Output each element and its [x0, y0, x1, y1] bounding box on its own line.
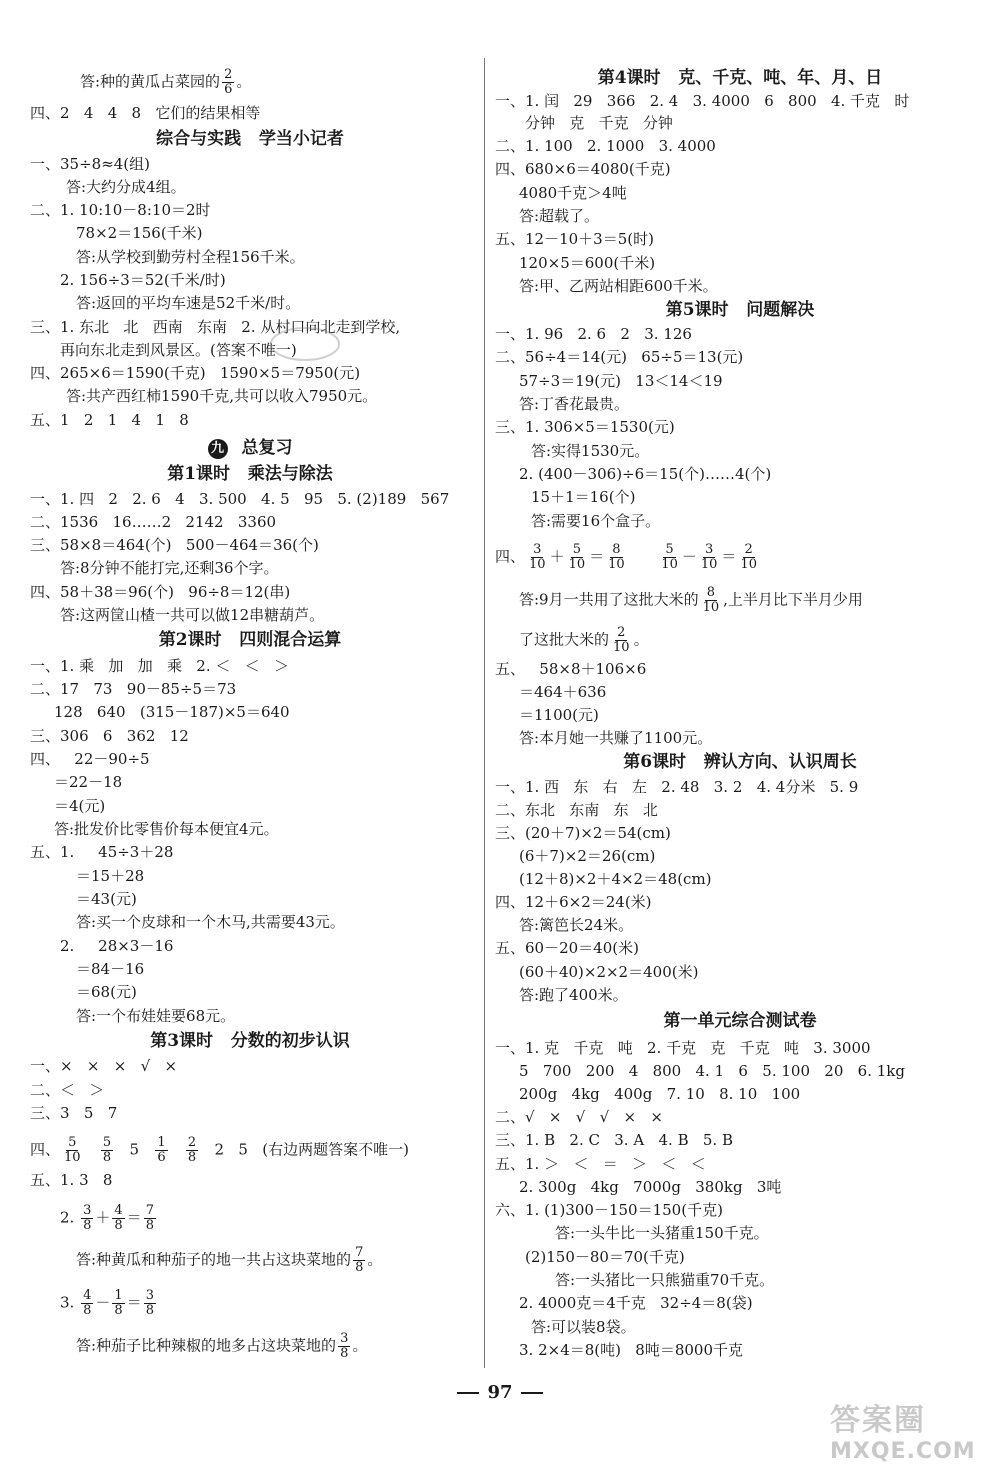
answer-line: 200g 4kg 400g 7. 10 8. 10 100 — [519, 1085, 801, 1103]
answer-line: 答:大约分成4组。 — [66, 178, 186, 196]
answer-line: 五、60－20＝40(米) — [495, 939, 639, 957]
answer-line: 答:种茄子比种辣椒的地多占这块菜地的 $\frac{3}{8}$ 。 — [76, 1331, 368, 1361]
answer-line: 五、1. 3 8 — [30, 1171, 113, 1189]
answer-line: ＝84－16 — [76, 960, 145, 978]
answer-line: 一、1. 96 2. 6 2 3. 126 — [495, 325, 692, 343]
answer-line: 3. 2×4＝8(吨) 8吨＝8000千克 — [519, 1341, 744, 1359]
answer-line: 四、2 4 4 8 它们的结果相等 — [30, 104, 261, 122]
answer-line: 答:种的黄瓜占菜园的 $\frac{2}{6}$ 。 — [80, 67, 252, 97]
answer-line: 答:这两筐山楂一共可以做12串糖葫芦。 — [60, 606, 325, 624]
lesson-heading: 第4课时 克、千克、吨、年、月、日 — [597, 68, 883, 88]
fraction: $\frac{5}{10}$ — [568, 542, 586, 572]
answer-line: 一、1. 克 千克 吨 2. 千克 克 千克 吨 3. 3000 — [495, 1039, 871, 1057]
fraction: $\frac{4}{8}$ — [83, 1288, 92, 1318]
answer-line: (6＋7)×2＝26(cm) — [519, 847, 656, 865]
answer-line: 128 640 (315－187)×5＝640 — [54, 703, 290, 721]
answer-line: (2)150－80＝70(千克) — [525, 1248, 685, 1266]
answer-line: 答:一个布娃娃要68元。 — [76, 1007, 236, 1025]
answer-line: 二、17 73 90－85÷5＝73 — [30, 680, 237, 698]
answer-line: 三、306 6 362 12 — [30, 727, 189, 745]
answer-line: ＝15＋28 — [76, 867, 145, 885]
fraction: $\frac{4}{8}$ — [114, 1203, 123, 1233]
answer-line: 二、1. 10:10－8:10＝2时 — [30, 201, 211, 219]
answer-line: 2. 4000克＝4千克 32÷4＝8(袋) — [519, 1294, 753, 1312]
answer-line: 分钟 克 千克 分钟 — [525, 114, 673, 132]
answer-line: 二、1. 100 2. 1000 3. 4000 — [495, 137, 716, 155]
answer-line: 答:从学校到勤劳村全程156千米。 — [76, 248, 305, 266]
answer-line: 答:共产西红柿1590千克,共可以收入7950元。 — [66, 387, 378, 405]
fraction: $\frac{5}{8}$ — [102, 1135, 112, 1165]
answer-line: 二、56÷4＝14(元) 65÷5＝13(元) — [495, 348, 744, 366]
fraction: $\frac{2}{6}$ — [224, 67, 233, 97]
answer-line: 答:实得1530元。 — [531, 442, 650, 460]
answer-line: 五、 58×8＋106×6 — [495, 660, 647, 678]
lesson-heading: 第2课时 四则混合运算 — [158, 630, 342, 650]
answer-line: 答:甲、乙两站相距600千米。 — [519, 277, 718, 295]
answer-line: 答:批发价比零售价每本便宜4元。 — [54, 820, 279, 838]
answer-line: 答:超载了。 — [519, 207, 600, 225]
answer-line: 三、1. 306×5＝1530(元) — [495, 418, 675, 436]
lesson-heading: 第5课时 问题解决 — [665, 300, 815, 320]
answer-line: 2. 28×3－16 — [60, 937, 174, 955]
answer-line: 三、58×8＝464(个) 500－464＝36(个) — [30, 536, 319, 554]
answer-line: 答:本月她一共赚了1100元。 — [519, 729, 713, 747]
answer-line: 三、1. 东北 北 西南 东南 2. 从村口向北走到学校, — [30, 318, 401, 336]
answer-line: (60＋40)×2×2＝400(米) — [519, 963, 699, 981]
answer-line: 答:篱笆长24米。 — [519, 916, 634, 934]
answer-line: 四、 22－90÷5 — [30, 750, 150, 768]
page-number: 97 — [0, 1382, 1000, 1403]
answer-line: 2. 300g 4kg 7000g 380kg 3吨 — [519, 1178, 782, 1196]
answer-line: 二、＜ ＞ — [30, 1081, 105, 1099]
answer-line: 78×2＝156(千米) — [76, 224, 203, 242]
answer-line: 四、680×6＝4080(千克) — [495, 160, 671, 178]
answer-line: 答:需要16个盒子。 — [531, 512, 661, 530]
fraction: $\frac{2}{10}$ — [740, 542, 757, 572]
fraction: $\frac{2}{8}$ — [187, 1135, 197, 1165]
answer-line: 2. 156÷3＝52(千米/时) — [60, 271, 226, 289]
answer-line: 二、东北 东南 东 北 — [495, 801, 658, 819]
answer-line: 5 700 200 4 800 4. 1 6 5. 100 20 6. 1kg — [519, 1062, 905, 1080]
answer-line: 2. (400－306)÷6＝15(个)……4(个) — [519, 465, 772, 483]
answer-line: 答:丁香花最贵。 — [519, 395, 630, 413]
answer-line: 五、1 2 1 4 1 8 — [30, 411, 189, 429]
answer-line: 答:跑了400米。 — [519, 986, 628, 1004]
lesson-heading: 第6课时 辨认方向、认识周长 — [623, 752, 857, 772]
answer-line: 三、3 5 7 — [30, 1104, 118, 1122]
answer-line: ＝22－18 — [54, 773, 123, 791]
watermark-logo: 答案圈 MXQE.COM — [830, 1403, 976, 1464]
answer-line: 五、1. ＞ ＜ ＝ ＞ ＜ ＜ — [495, 1155, 706, 1173]
unit-heading: 九 总复习 — [30, 437, 470, 459]
section-heading: 综合与实践 学当小记者 — [156, 129, 344, 149]
answer-line: 二、1536 16……2 2142 3360 — [30, 513, 277, 531]
answer-line: 三、(20＋7)×2＝54(cm) — [495, 824, 671, 842]
fraction: $\frac{3}{8}$ — [340, 1331, 349, 1361]
fraction: $\frac{1}{8}$ — [114, 1288, 123, 1318]
test-heading: 第一单元综合测试卷 — [663, 1011, 817, 1031]
lesson-heading: 第1课时 乘法与除法 — [167, 464, 333, 484]
answer-line: 答:一头猪比一只熊猫重70千克。 — [555, 1271, 775, 1289]
answer-line: 一、1. 闰 29 366 2. 4 3. 4000 6 800 4. 千克 时 — [495, 92, 910, 110]
fraction: $\frac{3}{8}$ — [83, 1203, 92, 1233]
fraction: $\frac{5}{10}$ — [661, 542, 678, 572]
fraction: $\frac{1}{6}$ — [157, 1135, 166, 1165]
answer-line: 了这批大米的 $\frac{2}{10}$ 。 — [519, 625, 649, 655]
answer-line: 一、× × × √ × — [30, 1057, 178, 1075]
answer-line: 四、12＋6×2＝24(米) — [495, 893, 652, 911]
answer-line: 答:买一个皮球和一个木马,共需要43元。 — [76, 913, 345, 931]
answer-line: 一、1. 乘 加 加 乘 2. ＜ ＜ ＞ — [30, 657, 289, 675]
answer-line: 120×5＝600(千米) — [519, 254, 656, 272]
answer-line: 六、1. (1)300－150＝150(千克) — [495, 1201, 723, 1219]
answer-line: 答:8分钟不能打完,还剩36个字。 — [60, 559, 279, 577]
answer-line: 四、58＋38＝96(个) 96÷8＝12(串) — [30, 583, 291, 601]
answer-line: ＝464＋636 — [519, 683, 607, 701]
answer-line: 答:一头牛比一头猪重150千克。 — [555, 1224, 769, 1242]
answer-line: 57÷3＝19(元) 13＜14＜19 — [519, 372, 723, 390]
answer-line: 一、35÷8≈4(组) — [30, 155, 151, 173]
answer-line: 四、 $\frac{5}{10}$ $\frac{5}{8}$ 5 $\frac{1}{6}$ $\frac{2}{8}$ 2 5 (右边两题答案不唯一) — [30, 1135, 409, 1165]
fraction: $\frac{7}{8}$ — [355, 1245, 364, 1275]
faint-stamp-mark — [265, 322, 345, 366]
answer-line: 四、 $\frac{3}{10}$ ＋ $\frac{5}{10}$ ＝ $\frac{8}{10}$ $\frac{5}{10}$ － $\frac{3}{10}$ ＝ $\frac{2}{10}$ — [495, 542, 757, 572]
answer-line: ＝43(元) — [76, 890, 137, 908]
fraction: $\frac{5}{10}$ — [64, 1135, 81, 1165]
answer-line: 答:9月一共用了这批大米的 $\frac{8}{10}$ ,上半月比下半月少用 — [519, 585, 863, 615]
fraction: $\frac{2}{10}$ — [613, 625, 630, 655]
fraction: $\frac{3}{10}$ — [529, 542, 546, 572]
answer-line: (12＋8)×2＋4×2＝48(cm) — [519, 870, 712, 888]
answer-line: 四、265×6＝1590(千克) 1590×5＝7950(元) — [30, 364, 361, 382]
fraction: $\frac{7}{8}$ — [145, 1203, 154, 1233]
answer-line: 五、1. 45÷3＋28 — [30, 843, 174, 861]
answer-line: 再向东北走到风景区。(答案不唯一) — [60, 341, 297, 359]
answer-line: 二、√ × √ √ × × — [495, 1108, 663, 1126]
answer-line: ＝68(元) — [76, 983, 137, 1001]
answer-line: 三、1. B 2. C 3. A 4. B 5. B — [495, 1131, 733, 1149]
answer-line: ＝1100(元) — [519, 706, 599, 724]
fraction: $\frac{8}{10}$ — [608, 542, 625, 572]
answer-line: 3. $\frac{4}{8}$ － $\frac{1}{8}$ ＝ $\frac{3}{8}$ — [60, 1288, 154, 1318]
fraction: $\frac{3}{10}$ — [700, 542, 718, 572]
answer-line: 一、1. 四 2 2. 6 4 3. 500 4. 5 95 5. (2)189 567 — [30, 490, 450, 508]
fraction: $\frac{3}{8}$ — [145, 1288, 154, 1318]
answer-line: 答:返回的平均车速是52千米/时。 — [76, 294, 301, 312]
answer-line: 五、12－10＋3＝5(时) — [495, 230, 654, 248]
lesson-heading: 第3课时 分数的初步认识 — [150, 1031, 350, 1051]
unit-number-badge: 九 — [208, 439, 228, 459]
column-divider — [484, 58, 485, 1368]
answer-line: 一、1. 西 东 右 左 2. 48 3. 2 4. 4分米 5. 9 — [495, 778, 859, 796]
answer-line: 15＋1＝16(个) — [531, 488, 636, 506]
answer-line: 答:可以装8袋。 — [531, 1318, 636, 1336]
fraction: $\frac{8}{10}$ — [702, 585, 720, 615]
answer-line: 2. $\frac{3}{8}$ ＋ $\frac{4}{8}$ ＝ $\frac{7}{8}$ — [60, 1203, 154, 1233]
answer-line: ＝4(元) — [54, 797, 106, 815]
answer-line: 答:种黄瓜和种茄子的地一共占这块菜地的 $\frac{7}{8}$ 。 — [76, 1245, 383, 1275]
answer-line: 4080千克＞4吨 — [519, 184, 627, 202]
